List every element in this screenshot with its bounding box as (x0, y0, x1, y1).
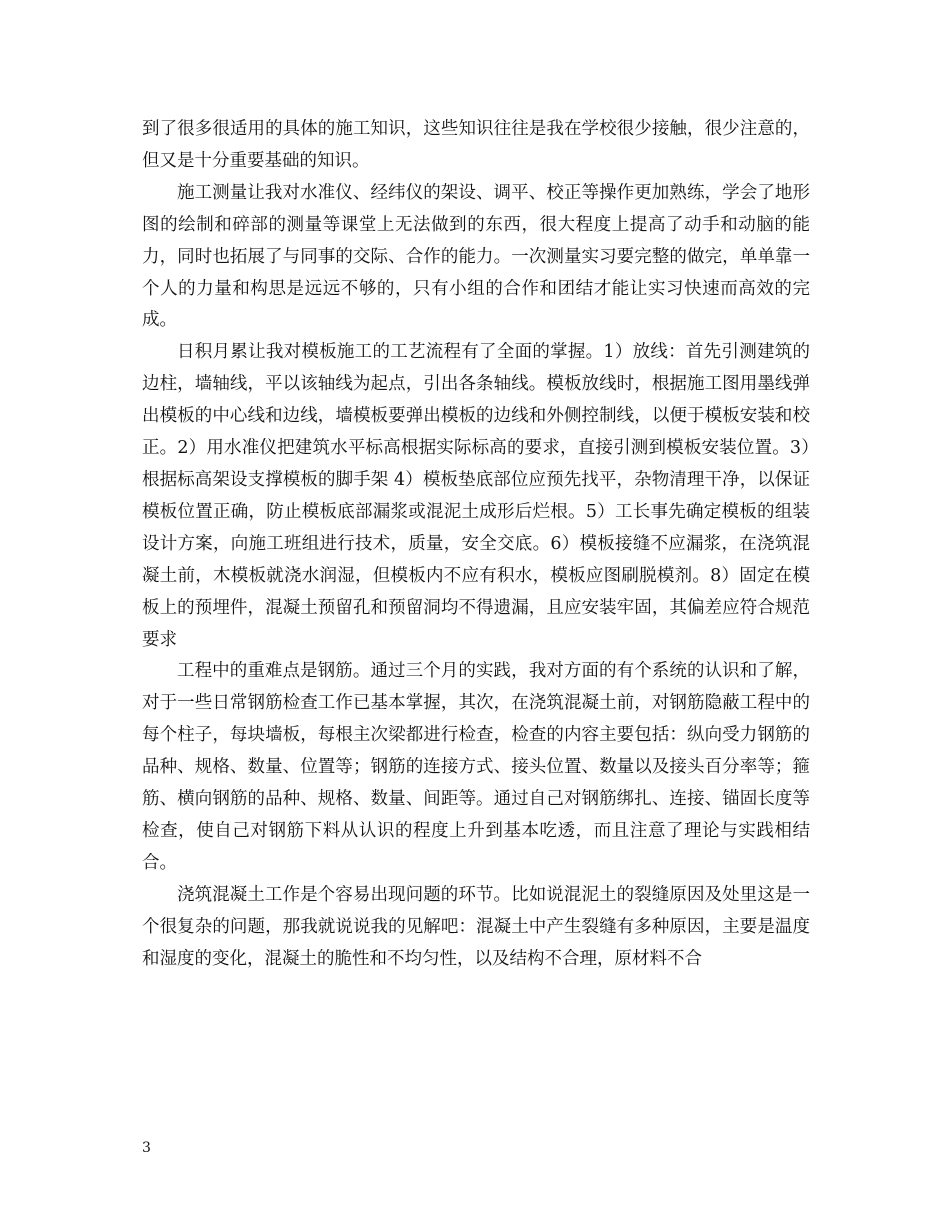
document-body (142, 114, 810, 975)
paragraph-2: 施工测量让我对水准仪、经纬仪的架设、调平、校正等操作更加熟练，学会了地形图的绘制和碎部的测量等课堂上无法做到的东西，很大程度上提高了动手和动脑的能力，同时也拓展了与同事的交际、合作的能力。一次测量实习要完整的做完，单单靠一个人的力量和构思是远远不够的，只有小组的合作和团结才能让实习快速而高效的完成。 (142, 182, 810, 331)
paragraph-5: 浇筑混凝土工作是个容易出现问题的环节。比如说混泥土的裂缝原因及处里这是一个很复杂的问题，那我就说说我的见解吧：混凝土中产生裂缝有多种原因，主要是温度和湿度的变化，混凝土的脆性和不均匀性，以及结构不合理，原材料不合 (142, 884, 810, 969)
paragraph-3: 日积月累让我对模板施工的工艺流程有了全面的掌握。1）放线：首先引测建筑的边柱，墙轴线，平以该轴线为起点，引出各条轴线。模板放线时，根据施工图用墨线弹出模板的中心线和边线，墙模板要弹出模板的边线和外侧控制线，以便于模板安装和校正。2）用水准仪把建筑水平标高根据实际标高的要求，直接引测到模板安装位置。3）根据标高架设支撑模板的脚手架 4）模板垫底部位应预先找平，杂物清理干净，以保证模板位置正确，防止模板底部漏浆或混泥土成形后烂根。5）工长事先确定模板的组装设计方案，向施工班组进行技术，质量，安全交底。6）模板接缝不应漏浆，在浇筑混凝土前，木模板就浇水润湿，但模板内不应有积水，模板应图刷脱模剂。8）固定在模板上的预埋件，混凝土预留孔和预留洞均不得遗漏，且应安装牢固，其偏差应符合规范要求 (142, 342, 810, 650)
paragraph-4: 工程中的重难点是钢筋。通过三个月的实践，我对方面的有个系统的认识和了解，对于一些日常钢筋检查工作已基本掌握，其次，在浇筑混凝土前，对钢筋隐蔽工程中的每个柱子，每块墙板，每根主次梁都进行检查，检查的内容主要包括：纵向受力钢筋的品种、规格、数量、位置等；钢筋的连接方式、接头位置、数量以及接头百分率等；箍筋、横向钢筋的品种、规格、数量、间距等。通过自己对钢筋绑扎、连接、锚固长度等检查，使自己对钢筋下料从认识的程度上升到基本吃透，而且注意了理论与实践相结合。 (142, 661, 810, 873)
paragraph-1: 到了很多很适用的具体的施工知识，这些知识往往是我在学校很少接触，很少注意的，但又是十分重要基础的知识。 (142, 119, 810, 171)
page-number: 3 (142, 1140, 151, 1156)
